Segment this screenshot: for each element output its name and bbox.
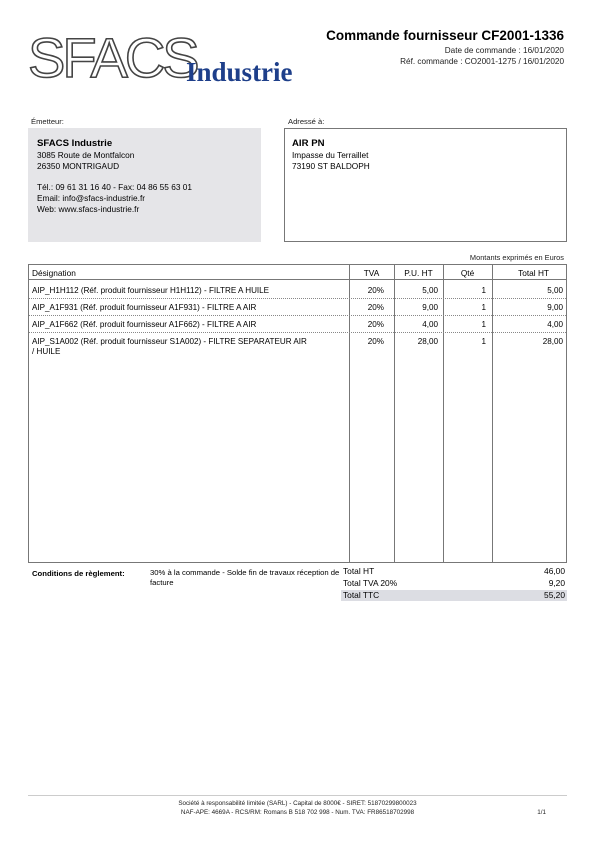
- recipient-name: AIR PN: [292, 138, 325, 149]
- row-unit-price: 4,00: [422, 320, 438, 329]
- sender-street: 3085 Route de Montfalcon: [37, 150, 135, 160]
- row-tva: 20%: [367, 286, 384, 295]
- recipient-box: [284, 128, 567, 242]
- sender-web: Web: www.sfacs-industrie.fr: [37, 204, 140, 214]
- row-designation: AIP_S1A002 (Réf. produit fournisseur S1A002) - FILTRE SEPARATEUR AIR: [32, 337, 307, 346]
- order-date: Date de commande : 16/01/2020: [444, 46, 564, 55]
- order-lines-table: [28, 264, 567, 563]
- sender-city: 26350 MONTRIGAUD: [37, 161, 120, 171]
- total-tva-value: 9,20: [548, 578, 565, 588]
- row-total: 5,00: [547, 286, 563, 295]
- row-total: 9,00: [547, 303, 563, 312]
- row-unit-price: 5,00: [422, 286, 438, 295]
- col-unit-price: P.U. HT: [404, 268, 433, 278]
- row-designation: AIP_A1F662 (Réf. produit fournisseur A1F662) - FILTRE A AIR: [32, 320, 257, 329]
- recipient-street: Impasse du Terraillet: [292, 150, 369, 160]
- row-unit-price: 9,00: [422, 303, 438, 312]
- row-designation-continued: / HUILE: [32, 347, 61, 356]
- company-logo: [28, 26, 318, 91]
- document-title: Commande fournisseur CF2001-1336: [326, 28, 564, 43]
- recipient-label: Adressé à:: [288, 117, 325, 126]
- total-ttc-label: Total TTC: [343, 590, 380, 600]
- row-designation: AIP_H1H112 (Réf. produit fournisseur H1H112) - FILTRE A HUILE: [32, 286, 270, 295]
- legal-line-2: NAF-APE: 4669A - RCS/RM: Romans B 518 702 998 - Num. TVA: FR86518702998: [180, 809, 415, 816]
- row-quantity: 1: [481, 337, 486, 346]
- total-ht-value: 46,00: [544, 566, 565, 576]
- row-tva: 20%: [367, 337, 384, 346]
- total-tva-row: [341, 578, 567, 589]
- footer-divider: [28, 795, 567, 796]
- currency-note: Montants exprimés en Euros: [469, 253, 564, 262]
- table-row: [29, 281, 566, 299]
- legal-line-1: Société à responsabilité limitée (SARL) - Capital de 8000€ - SIRET: 51870299800023: [178, 800, 417, 807]
- payment-terms-label: Conditions de règlement:: [32, 569, 125, 578]
- logo-subword: Industrie: [186, 57, 293, 87]
- total-ttc-row: [341, 590, 567, 601]
- total-ttc-value: 55,20: [544, 590, 565, 600]
- payment-terms-line: facture: [150, 578, 174, 587]
- table-row: [29, 332, 566, 360]
- row-tva: 20%: [367, 320, 384, 329]
- sender-box: [28, 128, 261, 242]
- total-ht-row: [341, 566, 567, 577]
- payment-terms-line: 30% à la commande - Solde fin de travaux réception de: [150, 568, 340, 577]
- order-reference: Réf. commande : CO2001-1275 / 16/01/2020: [400, 57, 564, 66]
- total-ht-label: Total HT: [343, 566, 375, 576]
- row-designation: AIP_A1F931 (Réf. produit fournisseur A1F931) - FILTRE A AIR: [32, 303, 257, 312]
- row-total: 4,00: [547, 320, 563, 329]
- sender-email: Email: info@sfacs-industrie.fr: [37, 193, 146, 203]
- recipient-city: 73190 ST BALDOPH: [292, 161, 370, 171]
- page-number: 1/1: [537, 809, 546, 816]
- row-tva: 20%: [367, 303, 384, 312]
- table-row: [29, 298, 566, 316]
- logo-wordmark: SFACS: [28, 26, 197, 89]
- row-quantity: 1: [481, 286, 486, 295]
- row-quantity: 1: [481, 320, 486, 329]
- col-total: Total HT: [518, 268, 549, 278]
- col-tva: TVA: [363, 268, 380, 278]
- total-tva-label: Total TVA 20%: [343, 578, 398, 588]
- sender-name: SFACS Industrie: [37, 138, 113, 149]
- table-header: [29, 265, 566, 280]
- payment-terms-value: [150, 568, 350, 588]
- table-row: [29, 315, 566, 333]
- col-designation: Désignation: [32, 268, 76, 278]
- row-unit-price: 28,00: [417, 337, 438, 346]
- row-total: 28,00: [542, 337, 563, 346]
- row-quantity: 1: [481, 303, 486, 312]
- sender-phone: Tél.: 09 61 31 16 40 - Fax: 04 86 55 63 01: [37, 182, 192, 192]
- sender-label: Émetteur:: [31, 117, 64, 126]
- col-quantity: Qté: [460, 268, 475, 278]
